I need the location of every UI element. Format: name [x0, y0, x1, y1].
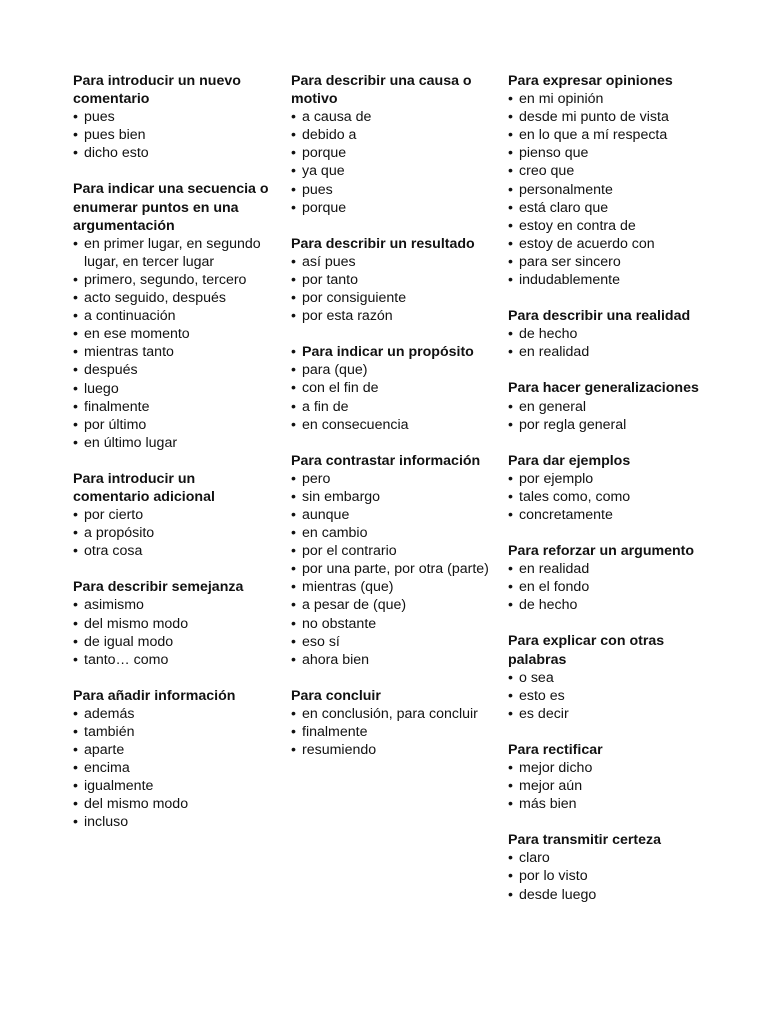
list-item: • mientras tanto [73, 343, 273, 361]
list-item: • mejor aún [508, 777, 708, 795]
list-item: • indudablemente [508, 271, 708, 289]
list-item: • en el fondo [508, 578, 708, 596]
section-para-describir-una-realidad [508, 307, 708, 361]
list-item: • otra cosa [73, 542, 273, 560]
list-item: • dicho esto [73, 144, 273, 162]
list-item: • por lo visto [508, 867, 708, 885]
list-item: • en lo que a mí respecta [508, 126, 708, 144]
connector-list [291, 705, 491, 759]
list-item: • primero, segundo, tercero [73, 271, 273, 289]
list-item: • a pesar de (que) [291, 596, 491, 614]
list-item: • desde mi punto de vista [508, 108, 708, 126]
list-item: • luego [73, 380, 273, 398]
list-item: • por cierto [73, 506, 273, 524]
connector-list [508, 849, 708, 903]
list-item: • asimismo [73, 596, 273, 614]
list-item: • además [73, 705, 273, 723]
list-item: • del mismo modo [73, 615, 273, 633]
list-item: • en general [508, 398, 708, 416]
list-item: • porque [291, 199, 491, 217]
list-item: • en realidad [508, 560, 708, 578]
column-3 [508, 72, 708, 922]
section-para-reforzar-un-argumento [508, 542, 708, 614]
section-para-transmitir-certeza [508, 831, 708, 903]
list-item: • desde luego [508, 886, 708, 904]
list-item: • para ser sincero [508, 253, 708, 271]
connector-list [73, 705, 273, 832]
section-heading: Para describir semejanza [73, 579, 244, 596]
connector-list [508, 470, 708, 524]
list-item: • en último lugar [73, 434, 273, 452]
list-item: • del mismo modo [73, 795, 273, 813]
connector-list [508, 398, 708, 434]
list-item: • más bien [508, 795, 708, 813]
section-para-expresar-opiniones [508, 72, 708, 289]
list-item: • o sea [508, 669, 708, 687]
list-item: • en mi opinión [508, 90, 708, 108]
section-para-dar-ejemplos [508, 452, 708, 524]
list-item: • está claro que [508, 199, 708, 217]
list-item: • por ejemplo [508, 470, 708, 488]
list-item: • debido a [291, 126, 491, 144]
list-item: • por el contrario [291, 542, 491, 560]
section-heading: Para indicar una secuencia o enumerar puntos en una argumentación [73, 181, 269, 234]
document-page [0, 72, 768, 1012]
section-heading: Para describir una realidad [508, 308, 691, 325]
section-para-describir-un-resultado [291, 235, 491, 325]
connector-list [291, 108, 491, 217]
list-item: • por último [73, 416, 273, 434]
list-item: • pues bien [73, 126, 273, 144]
connector-list [73, 108, 273, 162]
section-heading: Para rectificar [508, 741, 603, 758]
list-item: • no obstante [291, 615, 491, 633]
list-item: • pues [291, 181, 491, 199]
column-1 [73, 72, 273, 850]
section-heading: Para transmitir certeza [508, 832, 661, 849]
list-item: • en consecuencia [291, 416, 491, 434]
list-item: • tanto… como [73, 651, 273, 669]
list-item: • tales como, como [508, 488, 708, 506]
section-heading: Para añadir información [73, 687, 236, 704]
section-para-concluir [291, 687, 491, 759]
connector-list [291, 253, 491, 325]
section-para-describir-semejanza [73, 578, 273, 668]
list-item: • en cambio [291, 524, 491, 542]
section-para-hacer-generalizaciones [508, 379, 708, 433]
list-item: • esto es [508, 687, 708, 705]
section-para-anadir-informacion [73, 687, 273, 832]
list-item: • claro [508, 849, 708, 867]
list-item: • sin embargo [291, 488, 491, 506]
section-para-contrastar-informacion [291, 452, 491, 669]
section-heading: • Para indicar un propósito [291, 343, 491, 361]
section-heading: Para contrastar información [291, 452, 481, 469]
list-item: • porque [291, 144, 491, 162]
list-item: • ahora bien [291, 651, 491, 669]
list-item: • en primer lugar, en segundo lugar, en tercer lugar [73, 235, 273, 271]
column-2 [291, 72, 491, 777]
section-heading: Para introducir un nuevo comentario [73, 73, 241, 108]
list-item: • de igual modo [73, 633, 273, 651]
list-item: • incluso [73, 813, 273, 831]
list-item: • finalmente [73, 398, 273, 416]
list-item: • pero [291, 470, 491, 488]
list-item: • mejor dicho [508, 759, 708, 777]
connector-list [291, 361, 491, 433]
list-item: • por consiguiente [291, 289, 491, 307]
section-para-introducir-un-nuevo-comentario [73, 72, 273, 162]
list-item: • personalmente [508, 181, 708, 199]
list-item: • encima [73, 759, 273, 777]
list-item: • acto seguido, después [73, 289, 273, 307]
section-heading: Para dar ejemplos [508, 452, 631, 469]
list-item: • en realidad [508, 343, 708, 361]
connector-list [508, 669, 708, 723]
connector-list [73, 235, 273, 452]
section-para-explicar-con-otras-palabras [508, 632, 708, 722]
section-heading: Para expresar opiniones [508, 73, 673, 89]
section-para-indicar-un-proposito [291, 343, 491, 433]
section-heading: Para introducir un comentario adicional [73, 470, 215, 505]
section-para-indicar-una-secuencia-o-enumerar-puntos-en-una-argumentacion [73, 180, 273, 451]
list-item: • en ese momento [73, 325, 273, 343]
list-item: • en conclusión, para concluir [291, 705, 491, 723]
list-item: • creo que [508, 162, 708, 180]
list-item: • estoy de acuerdo con [508, 235, 708, 253]
list-item: • concretamente [508, 506, 708, 524]
list-item: • por una parte, por otra (parte) [291, 560, 491, 578]
list-item: • a causa de [291, 108, 491, 126]
list-item: • igualmente [73, 777, 273, 795]
section-para-describir-una-causa-o-motivo [291, 72, 491, 217]
list-item: • ya que [291, 162, 491, 180]
list-item: • pienso que [508, 144, 708, 162]
list-item: • por esta razón [291, 307, 491, 325]
list-item: • eso sí [291, 633, 491, 651]
list-item: • así pues [291, 253, 491, 271]
list-item: • por regla general [508, 416, 708, 434]
list-item: • mientras (que) [291, 578, 491, 596]
section-heading: Para hacer generalizaciones [508, 380, 699, 397]
section-heading: Para describir una causa o motivo [291, 73, 472, 108]
list-item: • también [73, 723, 273, 741]
list-item: • a fin de [291, 398, 491, 416]
connector-list [73, 506, 273, 560]
connector-list [508, 325, 708, 361]
connector-list [508, 759, 708, 813]
section-para-introducir-un-comentario-adicional [73, 470, 273, 560]
list-item: • por tanto [291, 271, 491, 289]
list-item: • resumiendo [291, 741, 491, 759]
list-item: • para (que) [291, 361, 491, 379]
connector-list [73, 596, 273, 668]
connector-list [508, 90, 708, 289]
list-item: • aunque [291, 506, 491, 524]
list-item: • después [73, 361, 273, 379]
list-item: • estoy en contra de [508, 217, 708, 235]
list-item: • de hecho [508, 325, 708, 343]
section-heading: Para describir un resultado [291, 235, 475, 252]
section-heading: Para concluir [291, 687, 381, 704]
list-item: • finalmente [291, 723, 491, 741]
list-item: • a continuación [73, 307, 273, 325]
section-para-rectificar [508, 741, 708, 813]
list-item: • es decir [508, 705, 708, 723]
connector-list [508, 560, 708, 614]
list-item: • con el fin de [291, 379, 491, 397]
section-heading: Para explicar con otras palabras [508, 633, 665, 668]
list-item: • aparte [73, 741, 273, 759]
list-item: • de hecho [508, 596, 708, 614]
list-item: • pues [73, 108, 273, 126]
connector-list [291, 470, 491, 669]
section-heading: Para reforzar un argumento [508, 543, 695, 560]
list-item: • a propósito [73, 524, 273, 542]
